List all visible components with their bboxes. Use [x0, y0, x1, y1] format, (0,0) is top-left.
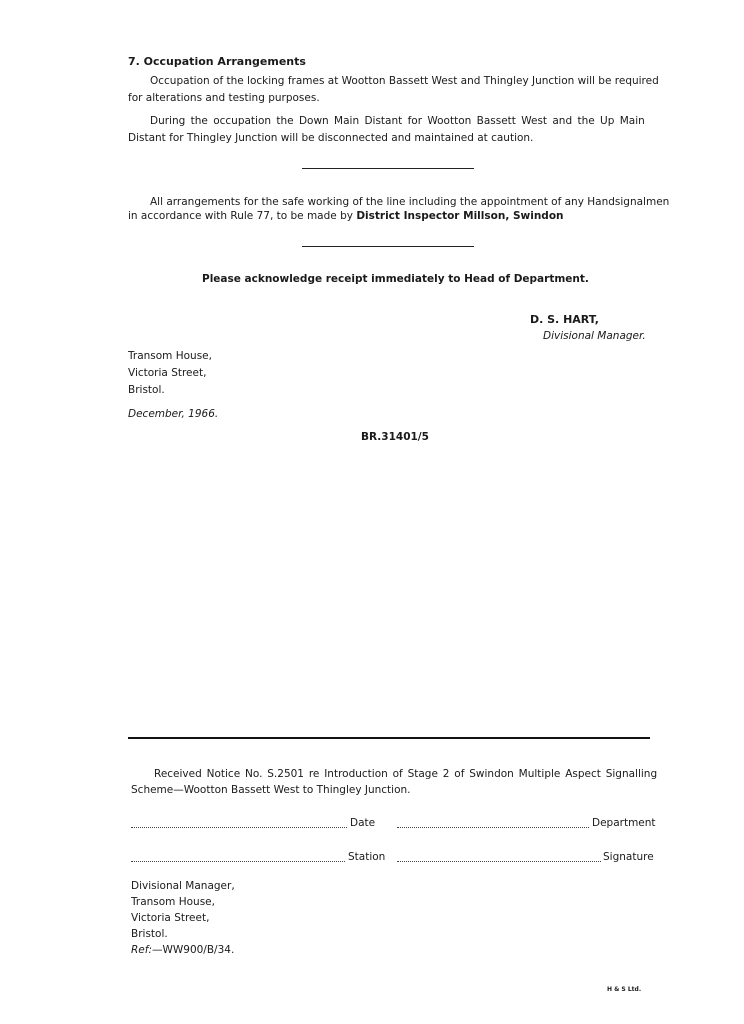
signatory-name: D. S. HART, — [530, 313, 599, 326]
ref-value: —WW900/B/34. — [152, 944, 235, 956]
paragraph-line: Distant for Thingley Junction will be disconnected and maintained at caution. — [128, 132, 534, 144]
receipt-line: Received Notice No. S.2501 re Introduction of Stage 2 of Swindon Multiple Aspect Signalling — [154, 768, 658, 780]
date-label: Date — [350, 817, 376, 829]
paragraph-line: All arrangements for the safe working of the line including the appointment of any Handsignalmen — [150, 196, 670, 208]
department-label: Department — [592, 817, 656, 829]
divider — [302, 168, 474, 169]
paragraph-line: for alterations and testing purposes. — [128, 92, 320, 104]
address-line: Transom House, — [128, 350, 212, 362]
return-address-line: Victoria Street, — [131, 912, 210, 924]
acknowledge-notice: Please acknowledge receipt immediately to Head of Department. — [202, 273, 589, 285]
address-line: Bristol. — [128, 384, 165, 396]
return-address-line: Divisional Manager, — [131, 880, 235, 892]
department-field[interactable] — [397, 827, 589, 828]
paragraph-line: During the occupation the Down Main Distant for Wootton Bassett West and the Up Main — [150, 115, 645, 127]
paragraph-line: Occupation of the locking frames at Wootton Bassett West and Thingley Junction will be required — [150, 75, 659, 87]
return-reference — [131, 942, 234, 959]
section-heading: 7. Occupation Arrangements — [128, 55, 306, 68]
paragraph-line — [128, 208, 564, 225]
receipt-line: Scheme—Wootton Bassett West to Thingley Junction. — [131, 784, 411, 796]
inspector-name: District Inspector Millson, Swindon — [356, 210, 564, 222]
date-field[interactable] — [131, 827, 347, 828]
station-label: Station — [348, 851, 386, 863]
return-address-line: Bristol. — [131, 928, 168, 940]
signature-label: Signature — [603, 851, 654, 863]
signatory-title: Divisional Manager. — [543, 330, 646, 342]
return-address-line: Transom House, — [131, 896, 215, 908]
printer-mark: H & S Ltd. — [607, 986, 642, 993]
arrangements-text: in accordance with Rule 77, to be made by — [128, 210, 357, 222]
issue-date: December, 1966. — [128, 408, 219, 420]
address-line: Victoria Street, — [128, 367, 207, 379]
ref-label: Ref: — [131, 944, 152, 956]
document-reference: BR.31401/5 — [361, 431, 429, 443]
tear-off-line — [128, 737, 650, 739]
divider — [302, 246, 474, 247]
station-field[interactable] — [131, 861, 345, 862]
signature-field[interactable] — [397, 861, 601, 862]
